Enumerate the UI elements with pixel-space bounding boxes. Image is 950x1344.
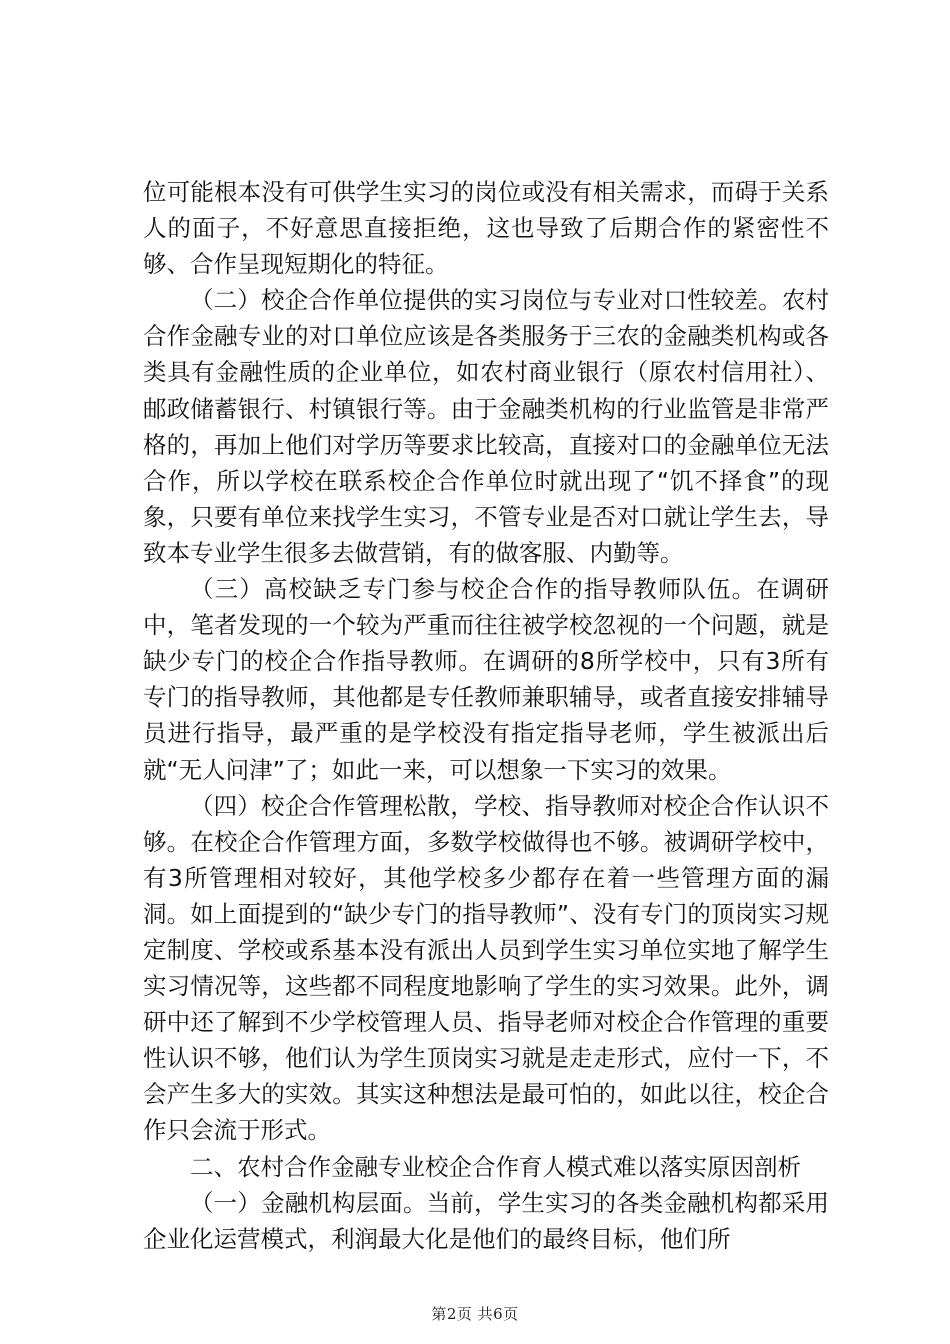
paragraph-subsection-1: （一）金融机构层面。当前，学生实习的各类金融机构都采用企业化运营模式，利润最大化是他们的最终目标，他们所 — [143, 1188, 829, 1253]
paragraph-section-4: （四）校企合作管理松散，学校、指导教师对校企合作认识不够。在校企合作管理方面，多数学校做得也不够。被调研学校中，有3所管理相对较好，其他学校多少都存在着一些管理方面的漏洞。如上面提到的“缺少专门的指导教师”、没有专门的顶岗实习规定制度、学校或系基本没有派出人员到学生实习单位实地了解学生实习情况等，这些都不同程度地影响了学生的实习效果。此外，调研中还了解到不少学校管理人员、指导老师对校企合作管理的重要性认识不够，他们认为学生顶岗实习就是走走形式，应付一下，不会产生多大的实效。其实这种想法是最可怕的，如此以往，校企合作只会流于形式。 — [143, 791, 829, 1145]
page-footer: 第2页 共6页 — [431, 1305, 519, 1323]
document-body — [143, 174, 829, 1257]
paragraph-section-2: （二）校企合作单位提供的实习岗位与专业对口性较差。农村合作金融专业的对口单位应该是各类服务于三农的金融类机构或各类具有金融性质的企业单位，如农村商业银行（原农村信用社）、邮政储蓄银行、村镇银行等。由于金融类机构的行业监管是非常严格的，再加上他们对学历等要求比较高，直接对口的金融单位无法合作，所以学校在联系校企合作单位时就出现了“饥不择食”的现象，只要有单位来找学生实习，不管专业是否对口就让学生去，导致本专业学生很多去做营销，有的做客服、内勤等。 — [143, 286, 829, 567]
section-heading-2: 二、农村合作金融专业校企合作育人模式难以落实原因剖析 — [190, 1152, 801, 1181]
paragraph-section-3: （三）高校缺乏专门参与校企合作的指导教师队伍。在调研中，笔者发现的一个较为严重而往往被学校忽视的一个问题，就是缺少专门的校企合作指导教师。在调研的8所学校中，只有3所有专门的指导教师，其他都是专任教师兼职辅导，或者直接安排辅导员进行指导，最严重的是学校没有指定指导老师，学生被派出后就“无人问津”了；如此一来，可以想象一下实习的效果。 — [143, 575, 829, 784]
paragraph-continuation: 位可能根本没有可供学生实习的岗位或没有相关需求，而碍于关系人的面子，不好意思直接拒绝，这也导致了后期合作的紧密性不够、合作呈现短期化的特征。 — [143, 178, 829, 279]
